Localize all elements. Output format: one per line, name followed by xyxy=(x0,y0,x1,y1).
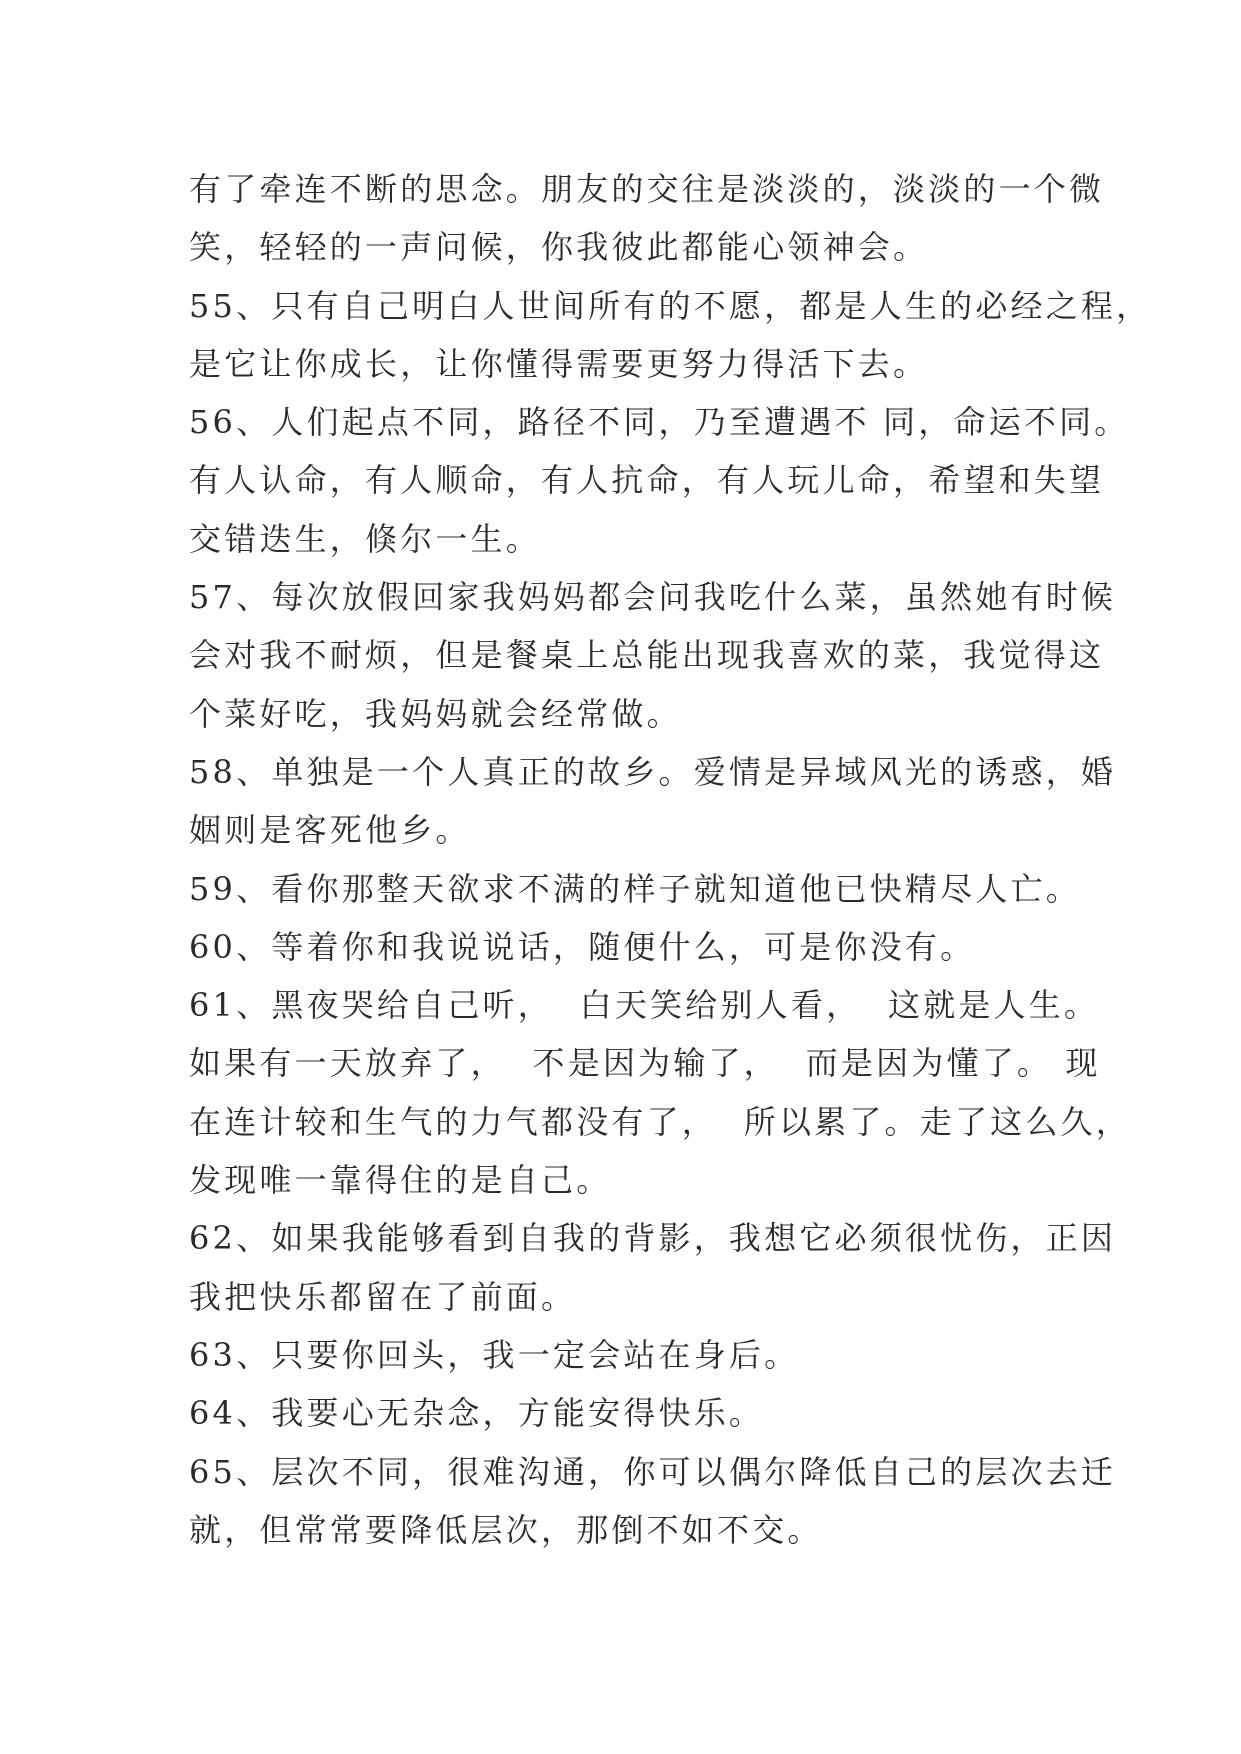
text-line: 交错迭生，倏尔一生。 xyxy=(189,519,542,558)
text-line: 发现唯一靠得住的是自己。 xyxy=(189,1161,612,1200)
text-line: 55、只有自己明白人世间所有的不愿，都是人生的必经之程， xyxy=(189,286,1152,325)
text-line: 个菜好吃，我妈妈就会经常做。 xyxy=(189,694,682,733)
text-line: 就，但常常要降低层次，那倒不如不交。 xyxy=(189,1510,823,1549)
text-line: 会对我不耐烦，但是餐桌上总能出现我喜欢的菜，我觉得这 xyxy=(189,636,1105,675)
text-line: 65、层次不同，很难沟通，你可以偶尔降低自己的层次去迁 xyxy=(189,1452,1117,1491)
text-line: 61、黑夜哭给自己听， 白天笑给别人看， 这就是人生。 xyxy=(189,986,1100,1025)
text-line: 62、如果我能够看到自我的背影，我想它必须很忧伤，正因 xyxy=(189,1219,1117,1258)
text-line: 58、单独是一个人真正的故乡。爱情是异域风光的诱惑，婚 xyxy=(189,752,1117,791)
text-line: 是它让你成长，让你懂得需要更努力得活下去。 xyxy=(189,344,929,383)
text-line: 59、看你那整天欲求不满的样子就知道他已快精尽人亡。 xyxy=(189,869,1081,908)
text-line: 姻则是客死他乡。 xyxy=(189,811,471,850)
text-line: 有了牵连不断的思念。朋友的交往是淡淡的，淡淡的一个微 xyxy=(189,170,1105,208)
text-line: 我把快乐都留在了前面。 xyxy=(189,1277,577,1316)
document-body xyxy=(189,160,1152,1559)
text-line: 有人认命，有人顺命，有人抗命，有人玩儿命，希望和失望 xyxy=(189,461,1105,500)
text-line: 如果有一天放弃了， 不是因为输了， 而是因为懂了。 现 xyxy=(189,1044,1101,1083)
text-line: 在连计较和生气的力气都没有了， 所以累了。走了这么久， xyxy=(189,1102,1131,1141)
text-line: 57、每次放假回家我妈妈都会问我吃什么菜，虽然她有时候 xyxy=(189,578,1117,617)
text-line: 56、人们起点不同，路径不同，乃至遭遇不 同，命运不同。 xyxy=(189,403,1130,442)
text-line: 64、我要心无杂念，方能安得快乐。 xyxy=(189,1394,765,1433)
text-line: 笑，轻轻的一声问候，你我彼此都能心领神会。 xyxy=(189,228,929,267)
text-line: 63、只要你回头，我一定会站在身后。 xyxy=(189,1335,800,1374)
text-line: 60、等着你和我说说话，随便什么，可是你没有。 xyxy=(189,927,976,966)
